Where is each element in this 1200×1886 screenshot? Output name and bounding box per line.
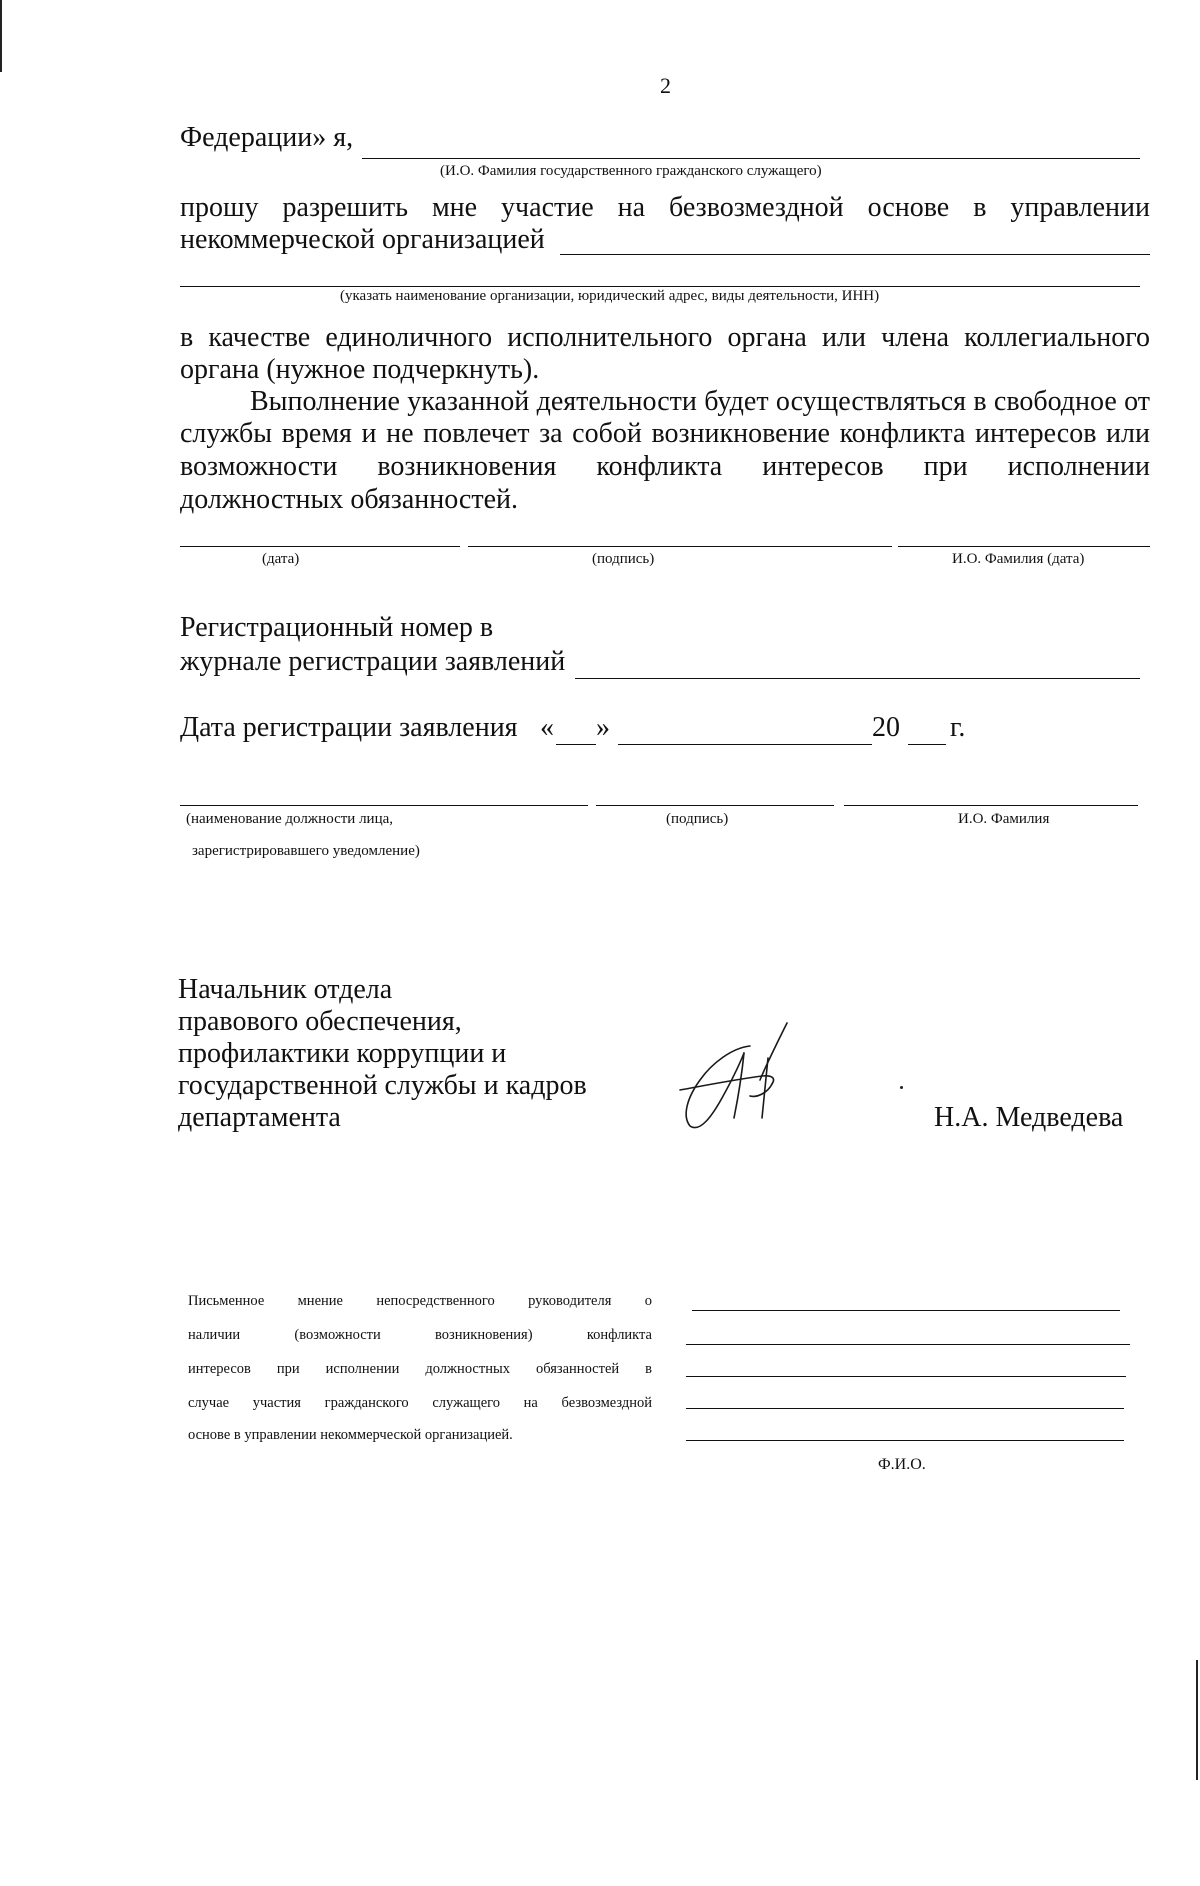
handwritten-signature — [672, 1018, 802, 1136]
name-date-caption: И.О. Фамилия (дата) — [952, 551, 1085, 567]
signature-caption: (подпись) — [592, 551, 655, 567]
stray-dot — [900, 1086, 903, 1089]
organization-caption: (указать наименование организации, юридический адрес, виды деятельности, ИНН) — [340, 288, 880, 304]
request-line-1: прошу разрешить мне участие на безвозмездной основе в управлении — [180, 192, 1150, 223]
registration-number-line — [575, 678, 1140, 679]
registration-number-label-1: Регистрационный номер в — [180, 612, 494, 643]
opinion-answer-line-5 — [686, 1440, 1124, 1441]
employee-name-line — [362, 158, 1140, 159]
year-prefix: 20 — [872, 712, 900, 743]
signature-line — [468, 546, 892, 547]
statement-line-2: службы время и не повлечет за собой возникновение конфликта интересов или — [180, 418, 1150, 449]
signatory-title-line-2: правового обеспечения, — [178, 1006, 462, 1037]
role-line-1: в качестве единоличного исполнительного органа или члена коллегиального — [180, 322, 1150, 353]
federation-prefix: Федерации» я, — [180, 122, 354, 153]
signatory-name: Н.А. Медведева — [934, 1102, 1124, 1133]
signatory-title-line-4: государственной службы и кадров — [178, 1070, 587, 1101]
registrar-position-caption-1: (наименование должности лица, — [186, 811, 394, 827]
opinion-line-1: Письменное мнение непосредственного руководителя о — [188, 1293, 652, 1309]
request-line-2: некоммерческой организацией — [180, 224, 545, 255]
opinion-answer-line-3 — [686, 1376, 1126, 1377]
organization-line-1 — [560, 254, 1150, 255]
statement-line-1: Выполнение указанной деятельности будет осуществляться в свободное от — [250, 386, 1150, 417]
name-date-line — [898, 546, 1150, 547]
opinion-answer-line-4 — [686, 1408, 1124, 1409]
registrar-signature-caption: (подпись) — [666, 811, 729, 827]
scan-edge-mark-right — [1196, 1660, 1198, 1780]
quote-open: « — [540, 712, 554, 743]
month-line — [618, 744, 872, 745]
opinion-answer-line-2 — [686, 1344, 1130, 1345]
scan-edge-mark-left — [0, 0, 2, 72]
registrar-position-caption-2: зарегистрировавшего уведомление) — [192, 843, 420, 859]
employee-name-caption: (И.О. Фамилия государственного гражданского служащего) — [440, 163, 822, 179]
statement-line-3: возможности возникновения конфликта интересов при исполнении — [180, 451, 1150, 482]
opinion-line-5: основе в управлении некоммерческой организацией. — [188, 1427, 513, 1443]
registration-number-label-2: журнале регистрации заявлений — [180, 646, 566, 677]
signatory-title-line-5: департамента — [178, 1102, 341, 1133]
registrar-signature-line — [596, 805, 834, 806]
statement-line-4: должностных обязанностей. — [180, 484, 518, 515]
date-sign-line — [180, 546, 460, 547]
registrar-position-line — [180, 805, 588, 806]
year-line — [908, 744, 946, 745]
opinion-line-4: случае участия гражданского служащего на безвозмездной — [188, 1395, 652, 1411]
signatory-title-line-1: Начальник отдела — [178, 974, 393, 1005]
day-line — [556, 744, 596, 745]
date-caption: (дата) — [262, 551, 300, 567]
registrar-name-line — [844, 805, 1138, 806]
opinion-line-3: интересов при исполнении должностных обязанностей в — [188, 1361, 652, 1377]
fio-caption: Ф.И.О. — [878, 1456, 926, 1473]
registration-date-label: Дата регистрации заявления — [180, 712, 518, 743]
opinion-answer-line-1 — [692, 1310, 1120, 1311]
role-line-2: органа (нужное подчеркнуть). — [180, 354, 540, 385]
signatory-title-line-3: профилактики коррупции и — [178, 1038, 507, 1069]
page-number: 2 — [660, 73, 671, 98]
registrar-name-caption: И.О. Фамилия — [958, 811, 1050, 827]
opinion-line-2: наличии (возможности возникновения) конфликта — [188, 1327, 652, 1343]
quote-close: » — [596, 712, 610, 743]
year-suffix: г. — [950, 712, 966, 743]
